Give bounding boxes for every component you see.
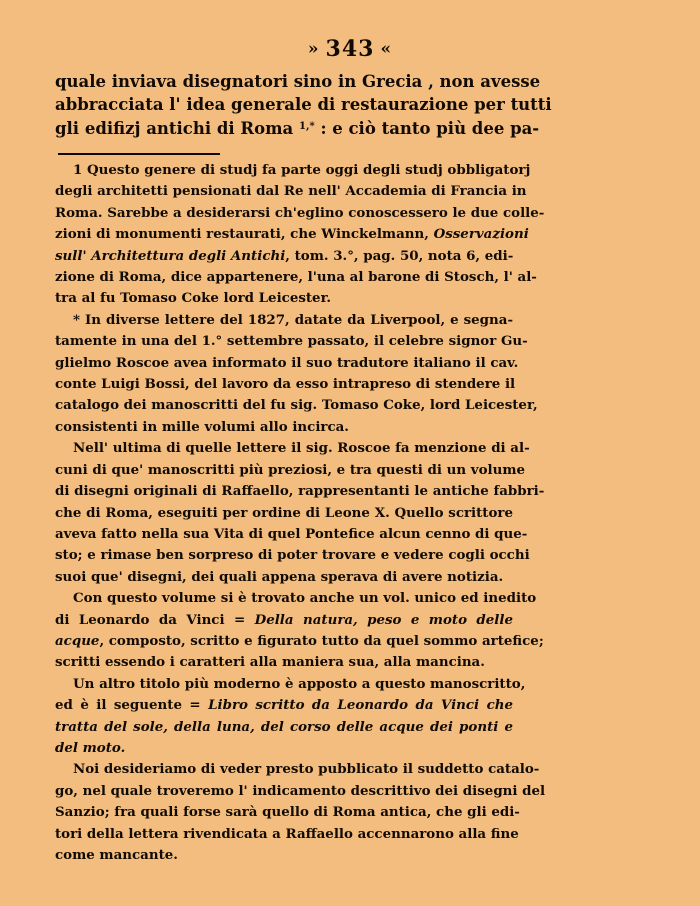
paragraph-6-line: come mancante.	[55, 847, 178, 863]
footnote-1-line: Roma. Sarebbe a desiderarsi ch'eglino conoscessero le due colle-	[55, 204, 545, 221]
footnote-2-line: glielmo Roscoe avea informato il suo tradutore italiano il cav.	[55, 354, 519, 371]
paragraph-3-line: che di Roma, eseguiti per ordine di Leone X. Quello scrittore	[55, 504, 513, 521]
paragraph-4-line	[55, 631, 544, 652]
footnote-separator	[58, 153, 220, 155]
paragraph-4-line: scritti essendo i caratteri alla maniera sua, alla mancina.	[55, 654, 485, 671]
footnote-1-line: degli architetti pensionati dal Re nell' Accademia di Francia in	[55, 183, 527, 200]
book-title: sull' Architettura degli Antichi	[55, 247, 286, 264]
footnotes	[55, 160, 546, 866]
footnote-1-line: zione di Roma, dice appartenere, l'una al barone di Stosch, l' al-	[55, 269, 537, 286]
paragraph-3-line: aveva fatto nella sua Vita di quel Pontefice alcun cenno di que-	[55, 525, 528, 542]
main-line-text: : e ciò tanto più dee pa-	[320, 119, 540, 139]
main-line-text: gli edifizj antichi di Roma	[55, 119, 294, 139]
paragraph-5-line: del moto.	[55, 739, 126, 756]
paragraph-4-text: , composto, scritto e figurato tutto da quel sommo artefice;	[99, 632, 544, 649]
main-text	[55, 71, 552, 141]
paragraph-5-line: tratta del sole, della luna, del corso delle acque dei ponti e	[55, 718, 513, 735]
paragraph-3-line: suoi que' disegni, dei quali appena sperava di avere notizia.	[55, 568, 504, 585]
footnote-1-line	[55, 224, 529, 245]
paragraph-6-line: tori della lettera rivendicata a Raffaello accennarono alla fine	[55, 825, 519, 842]
paragraph-5-line	[55, 695, 513, 716]
footnote-2-line: tamente in una del 1.° settembre passato, il celebre signor Gu-	[55, 333, 528, 350]
page-header	[0, 36, 700, 62]
paragraph-5-text: ed è il seguente =	[55, 697, 209, 714]
paragraph-3-line: di disegni originali di Raffaello, rappresentanti le antiche fabbri-	[55, 483, 545, 500]
paragraph-3-line: sto; e rimase ben sorpreso di poter trovare e vedere cogli occhi	[55, 547, 530, 564]
footnote-2-line: conte Luigi Bossi, del lavoro da esso intrapreso di stendere il	[55, 376, 516, 393]
right-ornament: «	[380, 39, 393, 59]
manuscript-title: Libro scritto da Leonardo da Vinci che	[208, 697, 513, 714]
book-title: Osservazioni	[433, 226, 529, 243]
main-line	[55, 116, 540, 141]
footnote-1-line: tra al fu Tomaso Coke lord Leicester.	[55, 290, 332, 307]
paragraph-3-line: cuni di que' manoscritti più preziosi, e tra questi di un volume	[55, 461, 526, 478]
left-ornament: »	[307, 39, 320, 59]
main-line: quale inviava disegnatori sino in Grecia , non avesse	[55, 72, 541, 91]
footnote-2-line: catalogo dei manoscritti del fu sig. Tomaso Coke, lord Leicester,	[55, 397, 538, 414]
footnote-1-text: zioni di monumenti restaurati, che Winckelmann,	[55, 226, 434, 243]
paragraph-6-line: go, nel quale troveremo l' indicamento descrittivo dei disegni del	[55, 782, 546, 799]
paragraph-4-line	[55, 610, 513, 631]
footnote-reference: 1,*	[299, 121, 315, 133]
footnote-2-line: consistenti in mille volumi allo incirca.	[55, 418, 349, 435]
paragraph-4-text: di Leonardo da Vinci =	[55, 611, 255, 628]
paragraph-4-line: Con questo volume si è trovato anche un vol. unico ed inedito	[73, 590, 537, 607]
paragraph-3-line: Nell' ultima di quelle lettere il sig. Roscoe fa menzione di al-	[73, 440, 530, 457]
manuscript-title: acque	[55, 632, 100, 649]
page-number: 343	[325, 36, 375, 62]
footnote-2-line: * In diverse lettere del 1827, datate da Liverpool, e segna-	[73, 311, 513, 328]
footnote-1-line	[55, 246, 513, 267]
paragraph-6-line: Sanzio; fra quali forse sarà quello di Roma antica, che gli edi-	[55, 804, 520, 821]
footnote-1-line: 1 Questo genere di studj fa parte oggi degli studj obbligatorj	[73, 162, 531, 178]
footnote-1-text: , tom. 3.°, pag. 50, nota 6, edi-	[285, 247, 514, 264]
main-line: abbracciata l' idea generale di restaurazione per tutti	[55, 94, 552, 114]
manuscript-title: Della natura, peso e moto delle	[254, 611, 513, 628]
paragraph-5-line: Un altro titolo più moderno è apposto a questo manoscritto,	[73, 675, 526, 692]
paragraph-6-line: Noi desideriamo di veder presto pubblicato il suddetto catalo-	[73, 761, 540, 778]
